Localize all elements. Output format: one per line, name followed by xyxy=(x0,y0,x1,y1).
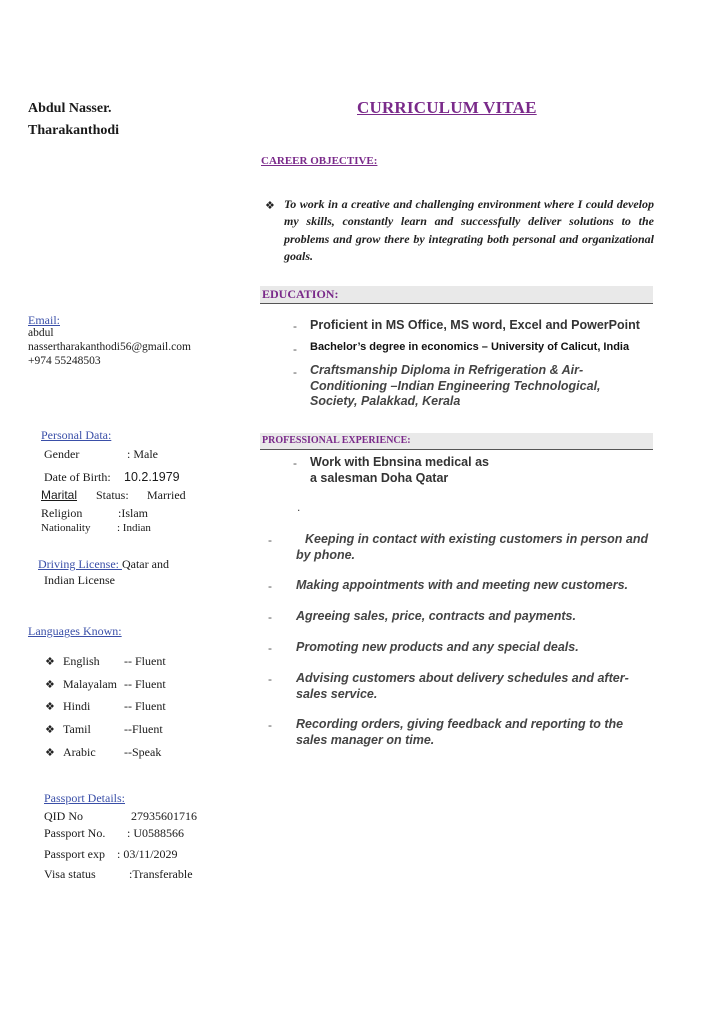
duty-item: Promoting new products and any special deals. xyxy=(296,640,579,654)
nationality-label: Nationality xyxy=(41,522,91,534)
career-objective-text: To work in a creative and challenging environment where I could develop my skills, constantly learn and successfully deliver solutions to the problems and grow there by integrating both personal and organizational goals. xyxy=(284,197,654,264)
email-address[interactable]: nassertharakanthodi56@gmail.com xyxy=(28,341,191,353)
language-level: -- Fluent xyxy=(124,677,166,691)
qid-label: QID No xyxy=(44,809,83,823)
qid-value: 27935601716 xyxy=(131,809,197,823)
dash-bullet-icon: - xyxy=(293,319,297,333)
duty-item: Agreeing sales, price, contracts and payments. xyxy=(296,609,576,623)
language-level: --Fluent xyxy=(124,722,163,736)
marital-value: Married xyxy=(147,488,186,502)
experience-line-2: a salesman Doha Qatar xyxy=(310,471,449,485)
visa-status-value: :Transferable xyxy=(129,867,193,881)
religion-value: :Islam xyxy=(118,506,148,520)
passport-number-label: Passport No. xyxy=(44,826,106,840)
candidate-name-last: Tharakanthodi xyxy=(28,123,120,138)
dob-label: Date of Birth: xyxy=(44,470,111,484)
document-title: CURRICULUM VITAE xyxy=(357,98,537,117)
experience-section-bar xyxy=(260,433,653,450)
language-name: English xyxy=(63,654,100,668)
dash-bullet-icon: - xyxy=(268,610,272,624)
passport-number-value: : U0588566 xyxy=(127,826,184,840)
experience-heading: PROFESSIONAL EXPERIENCE: xyxy=(262,435,411,446)
experience-line-1: Work with Ebnsina medical as xyxy=(310,455,489,469)
education-section-bar xyxy=(260,286,653,304)
diamond-bullet-icon: ❖ xyxy=(45,747,55,759)
experience-dot: . xyxy=(297,500,301,514)
driving-license-heading: Driving License: xyxy=(38,557,122,571)
education-heading: EDUCATION: xyxy=(262,287,339,301)
dash-bullet-icon: - xyxy=(268,718,272,732)
personal-data-heading: Personal Data: xyxy=(41,428,112,442)
driving-license-row xyxy=(38,557,169,572)
duty-item: Keeping in contact with existing customers in person and by phone. xyxy=(296,532,649,562)
religion-label: Religion xyxy=(41,506,83,520)
dash-bullet-icon: - xyxy=(268,533,272,547)
email-line-1: abdul xyxy=(28,327,54,339)
language-name: Arabic xyxy=(63,745,96,759)
duty-item: Advising customers about delivery schedules and after-sales service. xyxy=(296,671,629,701)
passport-expiry-value: : 03/11/2029 xyxy=(117,847,178,861)
language-name: Tamil xyxy=(63,722,91,736)
language-level: -- Fluent xyxy=(124,699,166,713)
duty-item: Making appointments with and meeting new customers. xyxy=(296,578,628,592)
driving-license-value-2: Indian License xyxy=(44,573,115,587)
diamond-bullet-icon: ❖ xyxy=(265,200,275,212)
education-item-3: Craftsmanship Diploma in Refrigeration & Air-Conditioning –Indian Engineering Technological, Society, Palakkad, Kerala xyxy=(310,363,601,408)
dash-bullet-icon: - xyxy=(268,641,272,655)
phone-number: +974 55248503 xyxy=(28,355,101,367)
duty-item: Recording orders, giving feedback and reporting to the sales manager on time. xyxy=(296,717,624,747)
marital-status-label: Status: xyxy=(96,488,129,502)
diamond-bullet-icon: ❖ xyxy=(45,656,55,668)
dash-bullet-icon: - xyxy=(293,342,297,356)
education-item-2: Bachelor’s degree in economics – University of Calicut, India xyxy=(310,341,630,353)
career-objective-heading: CAREER OBJECTIVE: xyxy=(261,155,378,167)
driving-license-value: Qatar and xyxy=(121,557,169,571)
dob-value: 10.2.1979 xyxy=(124,470,180,484)
dash-bullet-icon: - xyxy=(268,672,272,686)
passport-heading: Passport Details: xyxy=(44,791,125,805)
visa-status-label: Visa status xyxy=(44,867,96,881)
passport-expiry-label: Passport exp xyxy=(44,847,105,861)
diamond-bullet-icon: ❖ xyxy=(45,724,55,736)
gender-value: : Male xyxy=(127,447,158,461)
dash-bullet-icon: - xyxy=(293,365,297,379)
candidate-name-first: Abdul Nasser. xyxy=(28,101,112,116)
dash-bullet-icon: - xyxy=(293,456,297,470)
language-level: --Speak xyxy=(124,745,162,759)
diamond-bullet-icon: ❖ xyxy=(45,701,55,713)
dash-bullet-icon: - xyxy=(268,579,272,593)
language-level: -- Fluent xyxy=(124,654,166,668)
marital-label: Marital xyxy=(41,488,78,502)
gender-label: Gender xyxy=(44,447,80,461)
nationality-value: : Indian xyxy=(117,522,151,534)
language-name: Malayalam xyxy=(63,677,117,691)
email-heading: Email: xyxy=(28,313,60,327)
diamond-bullet-icon: ❖ xyxy=(45,679,55,691)
language-name: Hindi xyxy=(63,699,91,713)
languages-heading: Languages Known: xyxy=(28,624,122,638)
education-item-1: Proficient in MS Office, MS word, Excel and PowerPoint xyxy=(310,318,640,332)
